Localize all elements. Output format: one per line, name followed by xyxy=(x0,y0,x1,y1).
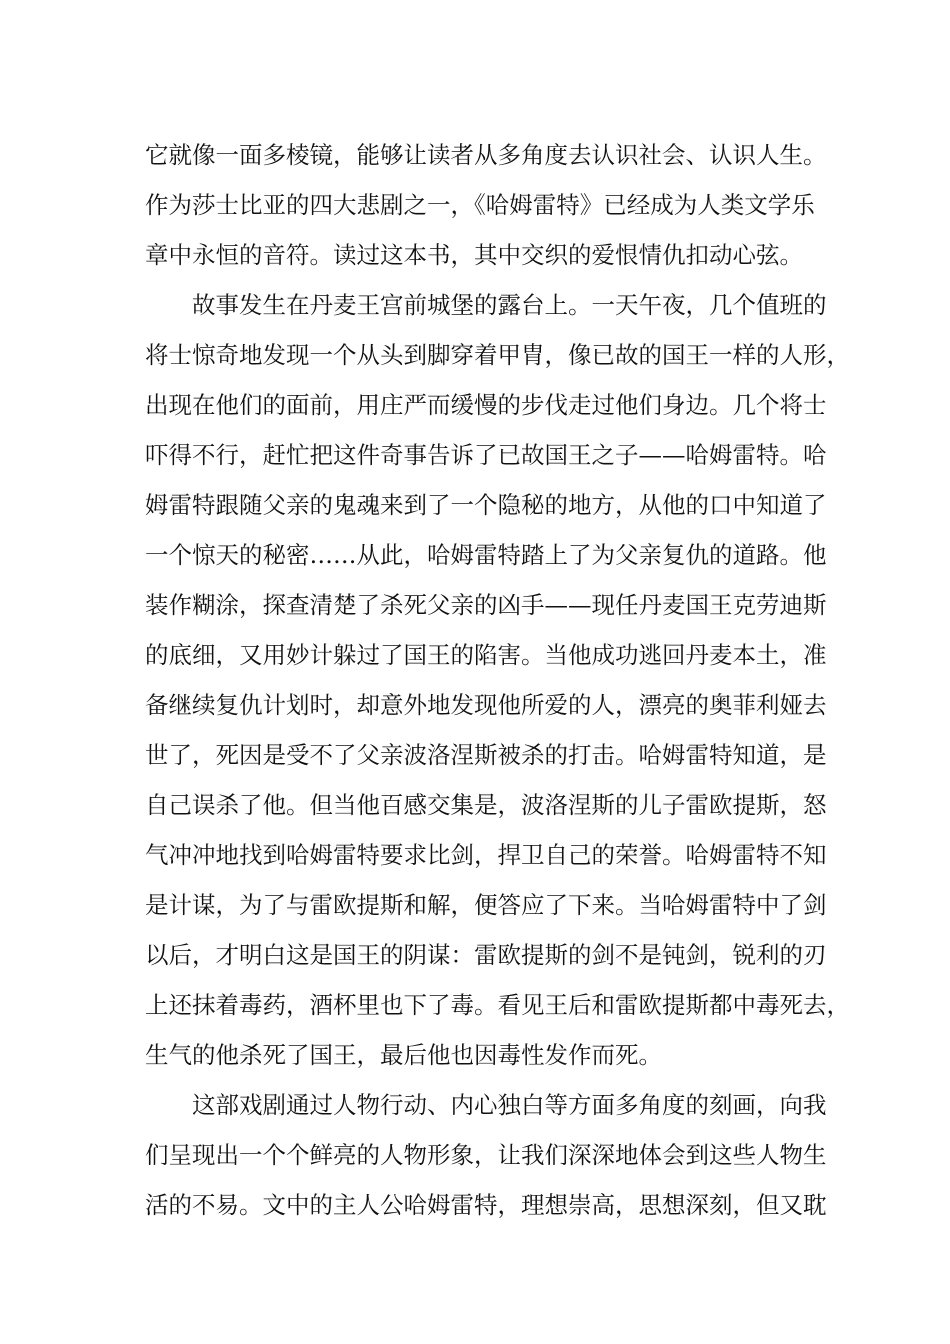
text-line: 的底细，又用妙计躲过了国王的陷害。当他成功逃回丹麦本土，准 xyxy=(145,641,827,669)
body-text xyxy=(145,130,850,1230)
text-line: 上还抹着毒药，酒杯里也下了毒。看见王后和雷欧提斯都中毒死去， xyxy=(145,991,850,1019)
text-line: 以后，才明白这是国王的阴谋：雷欧提斯的剑不是钝剑，锐利的刃 xyxy=(145,941,827,969)
text-line: 活的不易。文中的主人公哈姆雷特，理想崇高，思想深刻，但又耽 xyxy=(145,1191,827,1219)
text-line: 一个惊天的秘密……从此，哈姆雷特踏上了为父亲复仇的道路。他 xyxy=(145,541,827,569)
text-line: 作为莎士比亚的四大悲剧之一，《哈姆雷特》已经成为人类文学乐 xyxy=(145,191,815,219)
text-line: 自己误杀了他。但当他百感交集是，波洛涅斯的儿子雷欧提斯，怒 xyxy=(145,791,827,819)
paragraph-3 xyxy=(145,1080,825,1230)
text-line: 将士惊奇地发现一个从头到脚穿着甲胄，像已故的国王一样的人形， xyxy=(145,341,850,369)
text-line: 世了，死因是受不了父亲波洛涅斯被杀的打击。哈姆雷特知道，是 xyxy=(145,741,827,769)
paragraph-2 xyxy=(145,280,850,1080)
text-line: 出现在他们的面前，用庄严而缓慢的步伐走过他们身边。几个将士 xyxy=(145,391,827,419)
text-line: 是计谋，为了与雷欧提斯和解，便答应了下来。当哈姆雷特中了剑 xyxy=(145,891,827,919)
text-line: 气冲冲地找到哈姆雷特要求比剑，捍卫自己的荣誉。哈姆雷特不知 xyxy=(145,841,827,869)
text-line: 姆雷特跟随父亲的鬼魂来到了一个隐秘的地方，从他的口中知道了 xyxy=(145,491,827,519)
text-line: 吓得不行，赶忙把这件奇事告诉了已故国王之子——哈姆雷特。哈 xyxy=(145,441,827,469)
text-line: 装作糊涂，探查清楚了杀死父亲的凶手——现任丹麦国王克劳迪斯 xyxy=(145,591,827,619)
text-line: 章中永恒的音符。读过这本书，其中交织的爱恨情仇扣动心弦。 xyxy=(145,241,803,269)
text-line: 它就像一面多棱镜，能够让读者从多角度去认识社会、认识人生。 xyxy=(145,141,827,169)
text-line: 生气的他杀死了国王，最后他也因毒性发作而死。 xyxy=(145,1041,662,1069)
text-line: 故事发生在丹麦王宫前城堡的露台上。一天午夜，几个值班的 xyxy=(192,291,827,319)
paragraph-1 xyxy=(145,130,825,280)
text-line: 这部戏剧通过人物行动、内心独白等方面多角度的刻画，向我 xyxy=(192,1091,827,1119)
text-line: 备继续复仇计划时，却意外地发现他所爱的人，漂亮的奥菲利娅去 xyxy=(145,691,827,719)
text-line: 们呈现出一个个鲜亮的人物形象，让我们深深地体会到这些人物生 xyxy=(145,1141,827,1169)
